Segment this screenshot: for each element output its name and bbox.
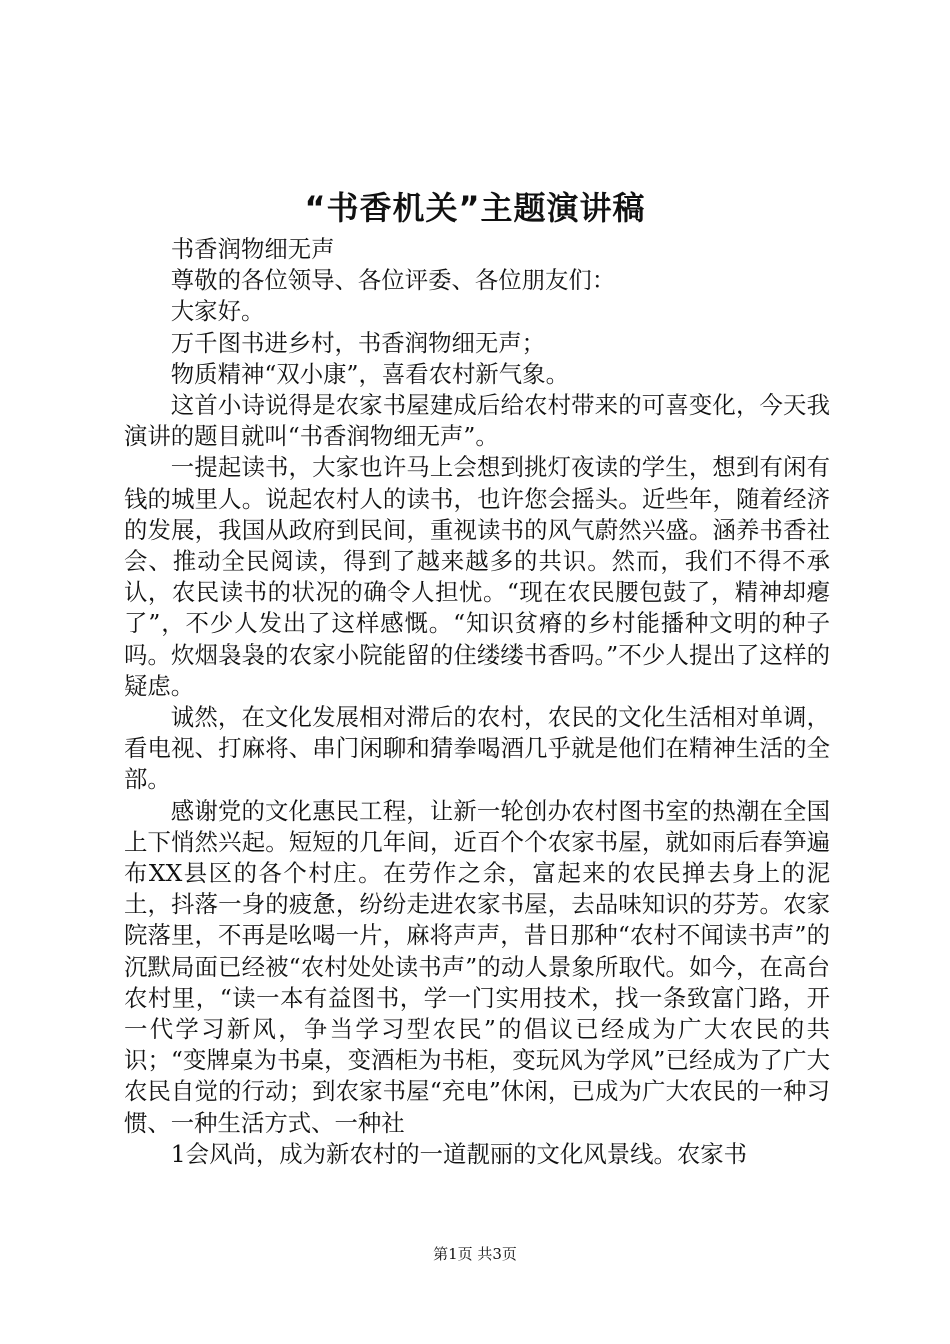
paragraph: 一提起读书，大家也许马上会想到挑灯夜读的学生，想到有闲有钱的城里人。说起农村人的读书，也许您会摇头。近些年，随着经济的发展，我国从政府到民间，重视读书的风气蔚然兴盛。涵养书香社会、推动全民阅读，得到了越来越多的共识。然而，我们不得不承认，农民读书的状况的确令人担忧。“现在农民腰包鼓了，精神却瘪了”，不少人发出了这样感慨。“知识贫瘠的乡村能播种文明的种子吗。炊烟袅袅的农家小院能留的住缕缕书香吗。”不少人提出了这样的疑虑。 <box>124 453 830 700</box>
paragraph: 万千图书进乡村，书香润物细无声； <box>170 328 546 357</box>
paragraph: 尊敬的各位领导、各位评委、各位朋友们： <box>170 266 616 295</box>
page-footer: 第1页 共3页 <box>433 1245 517 1263</box>
paragraph: 物质精神“双小康”，喜看农村新气象。 <box>170 359 569 388</box>
paragraph: 书香润物细无声 <box>170 235 335 263</box>
paragraph: 这首小诗说得是农家书屋建成后给农村带来的可喜变化，今天我演讲的题目就叫“书香润物细无声”。 <box>124 391 830 451</box>
paragraph: 1会风尚，成为新农村的一道靓丽的文化风景线。农家书 <box>170 1139 748 1168</box>
document-title: “书香机关”主题演讲稿 <box>304 189 646 227</box>
paragraph: 诚然，在文化发展相对滞后的农村，农民的文化生活相对单调，看电视、打麻将、串门闲聊和猜拳喝酒几乎就是他们在精神生活的全部。 <box>124 703 830 794</box>
document-body <box>124 234 830 1170</box>
paragraph: 大家好。 <box>170 297 265 326</box>
paragraph: 感谢党的文化惠民工程，让新一轮创办农村图书室的热潮在全国上下悄然兴起。短短的几年间，近百个个农家书屋，就如雨后春笋遍布XX县区的各个村庄。在劳作之余，富起来的农民掸去身上的泥土，抖落一身的疲惫，纷纷走进农家书屋，去品味知识的芬芳。农家院落里，不再是吆喝一片，麻将声声，昔日那种“农村不闻读书声”的沉默局面已经被“农村处处读书声”的动人景象所取代。如今，在高台农村里，“读一本有益图书，学一门实用技术，找一条致富门路，开一代学习新风，争当学习型农民”的倡议已经成为广大农民的共识；“变牌桌为书桌，变酒柜为书柜，变玩风为学风”已经成为了广大农民自觉的行动；到农家书屋“充电”休闲，已成为广大农民的一种习惯、一种生活方式、一种社 <box>124 796 830 1137</box>
